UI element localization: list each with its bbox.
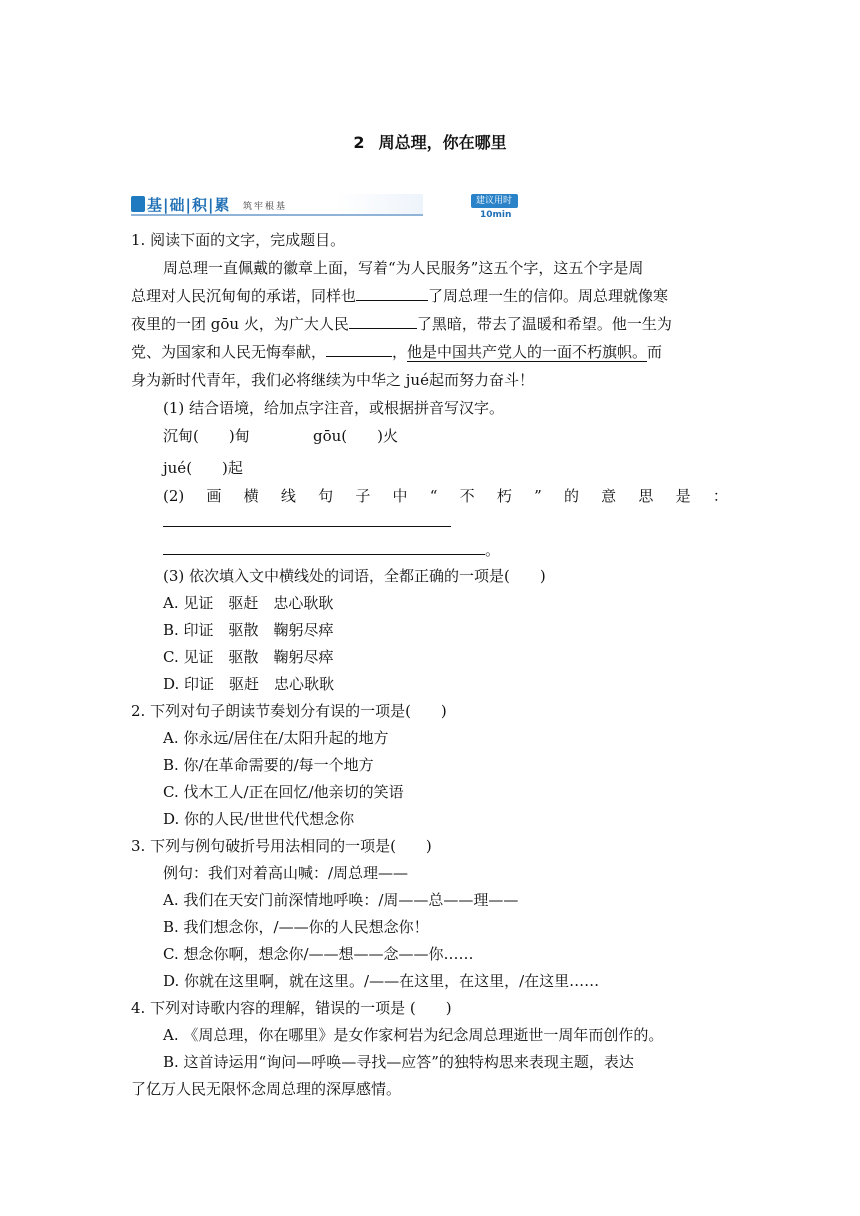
- passage-text: 党、为国家和人民无悔奉献，: [131, 343, 327, 361]
- q1-sub1-item-b: gōu( )火: [313, 427, 398, 445]
- fill-blank-3[interactable]: [326, 342, 392, 357]
- q1-sub2-char: 是: [675, 487, 691, 505]
- q4-option-a[interactable]: A. 《周总理，你在哪里》是女作家柯岩为纪念周总理逝世一周年而创作的。: [163, 1026, 664, 1044]
- q1-option-b[interactable]: B. 印证 驱散 鞠躬尽瘁: [163, 621, 334, 639]
- q1-sub2-char: 朽: [496, 487, 512, 505]
- answer-line-2[interactable]: [163, 540, 500, 560]
- q2-option-b[interactable]: B. 你/在革命需要的/每一个地方: [163, 756, 374, 774]
- q1-sub2-char: ：: [712, 487, 728, 505]
- q1-sub2-char: 的: [563, 487, 579, 505]
- q1-passage-line: [131, 314, 672, 334]
- passage-text: 而: [647, 343, 663, 361]
- q1-sub2-char: 子: [355, 487, 371, 505]
- q1-sub2-char: (2): [163, 487, 185, 505]
- q1-sub2-char: 画: [206, 487, 222, 505]
- passage-text: 了黑暗，带去了温暖和希望。他一生为: [416, 315, 672, 333]
- passage-text: 总理对人民沉甸甸的承诺，同样也: [131, 287, 357, 305]
- q2-stem: 2. 下列对句子朗读节奏划分有误的一项是( ): [131, 702, 447, 720]
- underlined-sentence: 他是中国共产党人的一面不朽旗帜。: [407, 343, 648, 361]
- time-value: 10min: [480, 210, 512, 220]
- q3-example: 例句：我们对着高山喊：/周总理——: [163, 864, 409, 882]
- answer-blank[interactable]: [163, 540, 485, 555]
- passage-text: 了周总理一生的信仰。周总理就像寒: [428, 287, 669, 305]
- answer-end-mark: 。: [485, 541, 501, 559]
- q1-sub2-char: 意: [601, 487, 617, 505]
- q3-stem: 3. 下列与例句破折号用法相同的一项是( ): [131, 837, 432, 855]
- q1-passage-line: [131, 342, 662, 362]
- q1-sub1: (1) 结合语境，给加点字注音，或根据拼音写汉字。: [163, 399, 505, 417]
- q1-passage-line: 身为新时代青年，我们必将继续为中华之 jué起而努力奋斗！: [131, 371, 534, 389]
- q4-stem: 4. 下列对诗歌内容的理解，错误的一项是 ( ): [131, 999, 452, 1017]
- answer-line-1[interactable]: [163, 512, 451, 532]
- q1-passage-line: [131, 286, 668, 306]
- lesson-number: 2: [353, 133, 365, 152]
- bookmark-icon: [131, 196, 145, 212]
- q1-sub2-char: 中: [392, 487, 408, 505]
- q3-option-a[interactable]: A. 我们在天安门前深情地呼唤：/周——总——理——: [163, 891, 519, 909]
- answer-blank[interactable]: [163, 512, 451, 527]
- q4-option-b[interactable]: B. 这首诗运用“询问—呼唤—寻找—应答”的独特构思来表现主题，表达: [163, 1053, 634, 1071]
- q2-option-a[interactable]: A. 你永远/居住在/太阳升起的地方: [163, 729, 389, 747]
- q1-option-c[interactable]: C. 见证 驱散 鞠躬尽瘁: [163, 648, 334, 666]
- q3-option-d[interactable]: D. 你就在这里啊，就在这里。/——在这里，在这里，/在这里……: [163, 972, 600, 990]
- q1-option-a[interactable]: A. 见证 驱赶 忠心耿耿: [163, 594, 334, 612]
- q3-option-c[interactable]: C. 想念你啊，想念你/——想——念——你……: [163, 945, 474, 963]
- q1-sub2-char: ”: [534, 487, 542, 505]
- q4-option-b-cont: 了亿万人民无限怀念周总理的深厚感情。: [131, 1080, 402, 1098]
- q1-sub2-char: 线: [280, 487, 296, 505]
- q1-sub1-item-a: 沉甸( )甸: [163, 427, 250, 445]
- q1-sub3: (3) 依次填入文中横线处的词语，全都正确的一项是( ): [163, 567, 546, 585]
- section-banner: [131, 194, 513, 220]
- suggested-time-badge: [471, 194, 518, 220]
- q1-sub2: [163, 486, 728, 506]
- banner-label: 基|础|积|累: [147, 196, 231, 214]
- q1-stem: 1. 阅读下面的文字，完成题目。: [131, 231, 346, 249]
- lesson-title-text: 周总理，你在哪里: [378, 133, 507, 152]
- fill-blank-1[interactable]: [356, 286, 428, 301]
- q1-sub1-item-c: jué( )起: [163, 459, 243, 477]
- q3-option-b[interactable]: B. 我们想念你，/——你的人民想念你！: [163, 918, 429, 936]
- q1-option-d[interactable]: D. 印证 驱赶 忠心耿耿: [163, 675, 335, 693]
- q1-passage-line: 周总理一直佩戴的徽章上面，写着“为人民服务”这五个字，这五个字是周: [163, 259, 644, 277]
- passage-text: ，: [392, 343, 408, 361]
- q1-sub2-char: 思: [638, 487, 654, 505]
- lesson-title: [0, 130, 860, 153]
- q2-option-c[interactable]: C. 伐木工人/正在回忆/他亲切的笑语: [163, 783, 404, 801]
- passage-text: 夜里的一团 gōu 火，为广大人民: [131, 315, 349, 333]
- fill-blank-2[interactable]: [349, 314, 417, 329]
- time-label: 建议用时: [476, 196, 513, 206]
- banner-subtitle: 筑牢根基: [243, 202, 288, 212]
- q1-sub2-char: “: [429, 487, 438, 505]
- q1-sub2-char: 句: [318, 487, 334, 505]
- q1-sub2-char: 横: [243, 487, 259, 505]
- q2-option-d[interactable]: D. 你的人民/世世代代想念你: [163, 810, 355, 828]
- q1-sub2-char: 不: [459, 487, 475, 505]
